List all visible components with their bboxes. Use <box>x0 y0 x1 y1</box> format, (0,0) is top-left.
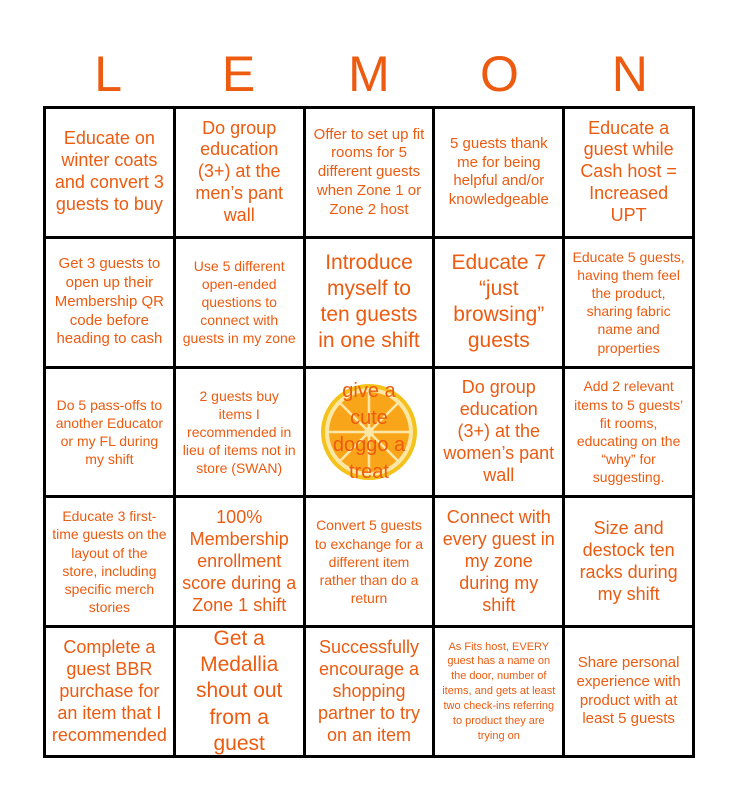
bingo-cell[interactable]: Educate a guest while Cash host = Increased UPT <box>565 109 692 236</box>
bingo-cell[interactable]: Size and destock ten racks during my shift <box>565 498 692 625</box>
bingo-cell[interactable]: 5 guests thank me for being helpful and/or knowledgeable <box>435 109 562 236</box>
bingo-title <box>43 44 695 104</box>
bingo-cell[interactable]: Successfully encourage a shopping partner to try on an item <box>306 628 433 755</box>
bingo-cell[interactable]: Do group education (3+) at the men’s pant wall <box>176 109 303 236</box>
bingo-board <box>43 106 695 758</box>
bingo-cell[interactable]: 2 guests buy items I recommended in lieu of items not in store (SWAN) <box>176 369 303 496</box>
bingo-cell[interactable]: Convert 5 guests to exchange for a different item rather than do a return <box>306 498 433 625</box>
bingo-cell[interactable]: Educate 7 “just browsing” guests <box>435 239 562 366</box>
bingo-cell[interactable]: Add 2 relevant items to 5 guests’ fit rooms, educating on the “why” for suggesting. <box>565 369 692 496</box>
title-letter-l: L <box>94 46 123 102</box>
bingo-cell[interactable]: Get 3 guests to open up their Membership QR code before heading to cash <box>46 239 173 366</box>
bingo-cell[interactable]: As Fits host, EVERY guest has a name on the door, number of items, and gets at least two check-ins referring to product they are trying on <box>435 628 562 755</box>
bingo-cell[interactable]: Get a Medallia shout out from a guest <box>176 628 303 755</box>
bingo-cell[interactable]: Do 5 pass-offs to another Educator or my FL during my shift <box>46 369 173 496</box>
title-letter-e: E <box>221 46 256 102</box>
bingo-cell[interactable]: Introduce myself to ten guests in one shift <box>306 239 433 366</box>
bingo-cell[interactable]: Educate 3 first-time guests on the layout of the store, including specific merch stories <box>46 498 173 625</box>
bingo-cell[interactable]: 100% Membership enrollment score during a Zone 1 shift <box>176 498 303 625</box>
bingo-cell[interactable]: Educate on winter coats and convert 3 guests to buy <box>46 109 173 236</box>
bingo-cell[interactable]: Complete a guest BBR purchase for an item that I recommended <box>46 628 173 755</box>
bingo-cell[interactable]: Offer to set up fit rooms for 5 different guests when Zone 1 or Zone 2 host <box>306 109 433 236</box>
title-letter-n: N <box>611 46 648 102</box>
free-space-cell[interactable] <box>306 369 433 496</box>
title-letter-o: O <box>479 46 519 102</box>
title-letter-m: M <box>348 46 390 102</box>
bingo-cell[interactable]: Do group education (3+) at the women’s pant wall <box>435 369 562 496</box>
bingo-cell[interactable]: Share personal experience with product with at least 5 guests <box>565 628 692 755</box>
bingo-cell[interactable]: Educate 5 guests, having them feel the product, sharing fabric name and properties <box>565 239 692 366</box>
free-space-text: give a cute doggo a treat <box>332 379 406 483</box>
bingo-cell[interactable]: Use 5 different open-ended questions to connect with guests in my zone <box>176 239 303 366</box>
bingo-cell[interactable]: Connect with every guest in my zone during my shift <box>435 498 562 625</box>
